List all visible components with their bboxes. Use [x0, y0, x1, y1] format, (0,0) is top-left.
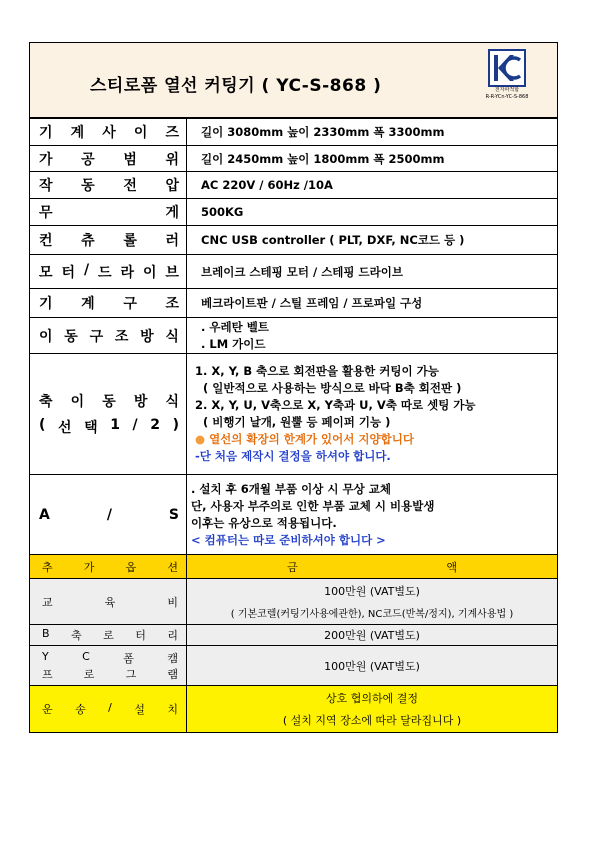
axis-label — [30, 354, 187, 475]
spec-value: 길이 2450mm 높이 1800mm 폭 2500mm — [187, 146, 558, 172]
spec-table — [29, 118, 558, 733]
movement-label — [30, 318, 187, 354]
option-price-education: 100만원 (VAT별도) — [324, 585, 420, 598]
axis-line-2: ( 일반적으로 사용하는 방식으로 바닥 B축 회전판 ) — [203, 381, 462, 395]
as-line-2: 단, 사용자 부주의로 인한 부품 교체 시 비용발생 — [191, 498, 435, 513]
spec-row — [30, 289, 558, 318]
spec-row — [30, 255, 558, 289]
spec-row — [30, 172, 558, 199]
as-label — [30, 475, 187, 555]
options-header-label — [30, 555, 187, 579]
spaced-label: 프 로 그 램 — [42, 667, 178, 681]
spec-value: 500KG — [187, 199, 558, 226]
spaced-label: 금 액 — [287, 560, 457, 574]
axis-line-3: 2. X, Y, U, V축으로 X, Y축과 U, V축 따로 셋팅 가능 — [195, 398, 476, 412]
spec-label — [30, 119, 187, 146]
options-header-row — [30, 555, 558, 579]
kc-code: R-R-YCn-YC-S-868 — [485, 94, 529, 100]
spec-row — [30, 146, 558, 172]
spec-label — [30, 199, 187, 226]
kc-caption: 전자파적합 — [494, 87, 520, 93]
axis-line-4: ( 비행기 날개, 원뿔 등 페이퍼 기능 ) — [203, 415, 391, 429]
option-row-education — [30, 579, 558, 625]
option-label-education — [30, 579, 187, 625]
option-value-education — [187, 579, 558, 625]
option-price-delivery: 상호 협의하에 결정 — [325, 692, 418, 705]
spec-value: CNC USB controller ( PLT, DXF, NC코드 등 ) — [187, 226, 558, 255]
axis-note-1: ● 열선의 확장의 한계가 있어서 지양합니다 — [195, 432, 414, 446]
as-row — [30, 475, 558, 555]
option-label-delivery — [30, 686, 187, 733]
movement-line-1: . 우레탄 벨트 — [201, 319, 269, 334]
spec-row — [30, 226, 558, 255]
spaced-label: 축 이 동 방 식 — [39, 394, 179, 410]
spec-row — [30, 199, 558, 226]
option-row-rotary — [30, 625, 558, 646]
spaced-label: 추 가 옵 션 — [42, 560, 178, 574]
spec-label — [30, 255, 187, 289]
movement-value — [187, 318, 558, 354]
spaced-label: 작 동 전 압 — [39, 178, 179, 194]
spaced-label: ( 선 택 1 / 2 ) — [39, 417, 179, 436]
spec-value: 베크라이트판 / 스틸 프레임 / 프로파일 구성 — [187, 289, 558, 318]
document-title: 스티로폼 열선 커팅기 ( YC-S-868 ) — [90, 76, 382, 96]
option-sub-education: ( 기본코렐(커팅기사용에관한), NC코드(반복/정지), 기계사용법 ) — [230, 609, 514, 620]
spec-row — [30, 119, 558, 146]
spec-value: 길이 3080mm 높이 2330mm 폭 3300mm — [187, 119, 558, 146]
spec-label — [30, 289, 187, 318]
spaced-label: 운 송 / 설 치 — [42, 701, 178, 716]
spaced-label: 컨 츄 롤 러 — [39, 233, 179, 249]
spec-value: 브레이크 스테핑 모터 / 스테핑 드라이브 — [187, 255, 558, 289]
options-header-value — [187, 555, 558, 579]
option-label-program — [30, 646, 187, 686]
option-label-rotary — [30, 625, 187, 646]
axis-line-1: 1. X, Y, B 축으로 회전판을 활용한 커팅이 가능 — [195, 364, 439, 378]
spec-value: AC 220V / 60Hz /10A — [187, 172, 558, 199]
spaced-label: 무 게 — [39, 205, 179, 221]
as-line-3: 이후는 유상으로 적용됩니다. — [191, 515, 337, 530]
movement-line-2: . LM 가이드 — [201, 336, 266, 351]
spec-label — [30, 172, 187, 199]
option-sub-delivery: ( 설치 지역 장소에 따라 달라집니다 ) — [282, 714, 462, 727]
bullet-icon: ● — [195, 432, 206, 446]
spaced-label: 가 공 범 위 — [39, 151, 179, 168]
spaced-label: 이 동 구 조 방 식 — [39, 328, 179, 345]
kc-certification — [471, 49, 543, 101]
axis-note-2: -단 처음 제작시 결정을 하셔야 합니다. — [195, 449, 391, 463]
document-header — [29, 42, 558, 118]
option-row-program — [30, 646, 558, 686]
spaced-label: 교 육 비 — [42, 595, 178, 609]
spaced-label: A / S — [39, 506, 179, 523]
option-row-delivery — [30, 686, 558, 733]
spec-label — [30, 146, 187, 172]
spaced-label: 기 계 사 이 즈 — [39, 125, 179, 141]
spaced-label: Y C 폼 캠 — [42, 649, 178, 665]
movement-row — [30, 318, 558, 354]
spec-sheet — [29, 42, 558, 733]
spaced-label: 기 계 구 조 — [39, 296, 179, 312]
spaced-label: 모 터 / 드 라 이 브 — [39, 261, 179, 281]
as-value — [187, 475, 558, 555]
spec-label — [30, 226, 187, 255]
axis-value — [187, 354, 558, 475]
kc-mark-icon — [488, 49, 526, 87]
option-value-program: 100만원 (VAT별도) — [187, 646, 558, 686]
option-value-rotary: 200만원 (VAT별도) — [187, 625, 558, 646]
as-line-1: . 설치 후 6개월 부품 이상 시 무상 교체 — [191, 481, 391, 496]
as-line-4: < 컴퓨터는 따로 준비하셔야 합니다 > — [191, 532, 386, 547]
spaced-label: B 축 로 터 리 — [42, 627, 178, 642]
option-value-delivery — [187, 686, 558, 733]
axis-row — [30, 354, 558, 475]
